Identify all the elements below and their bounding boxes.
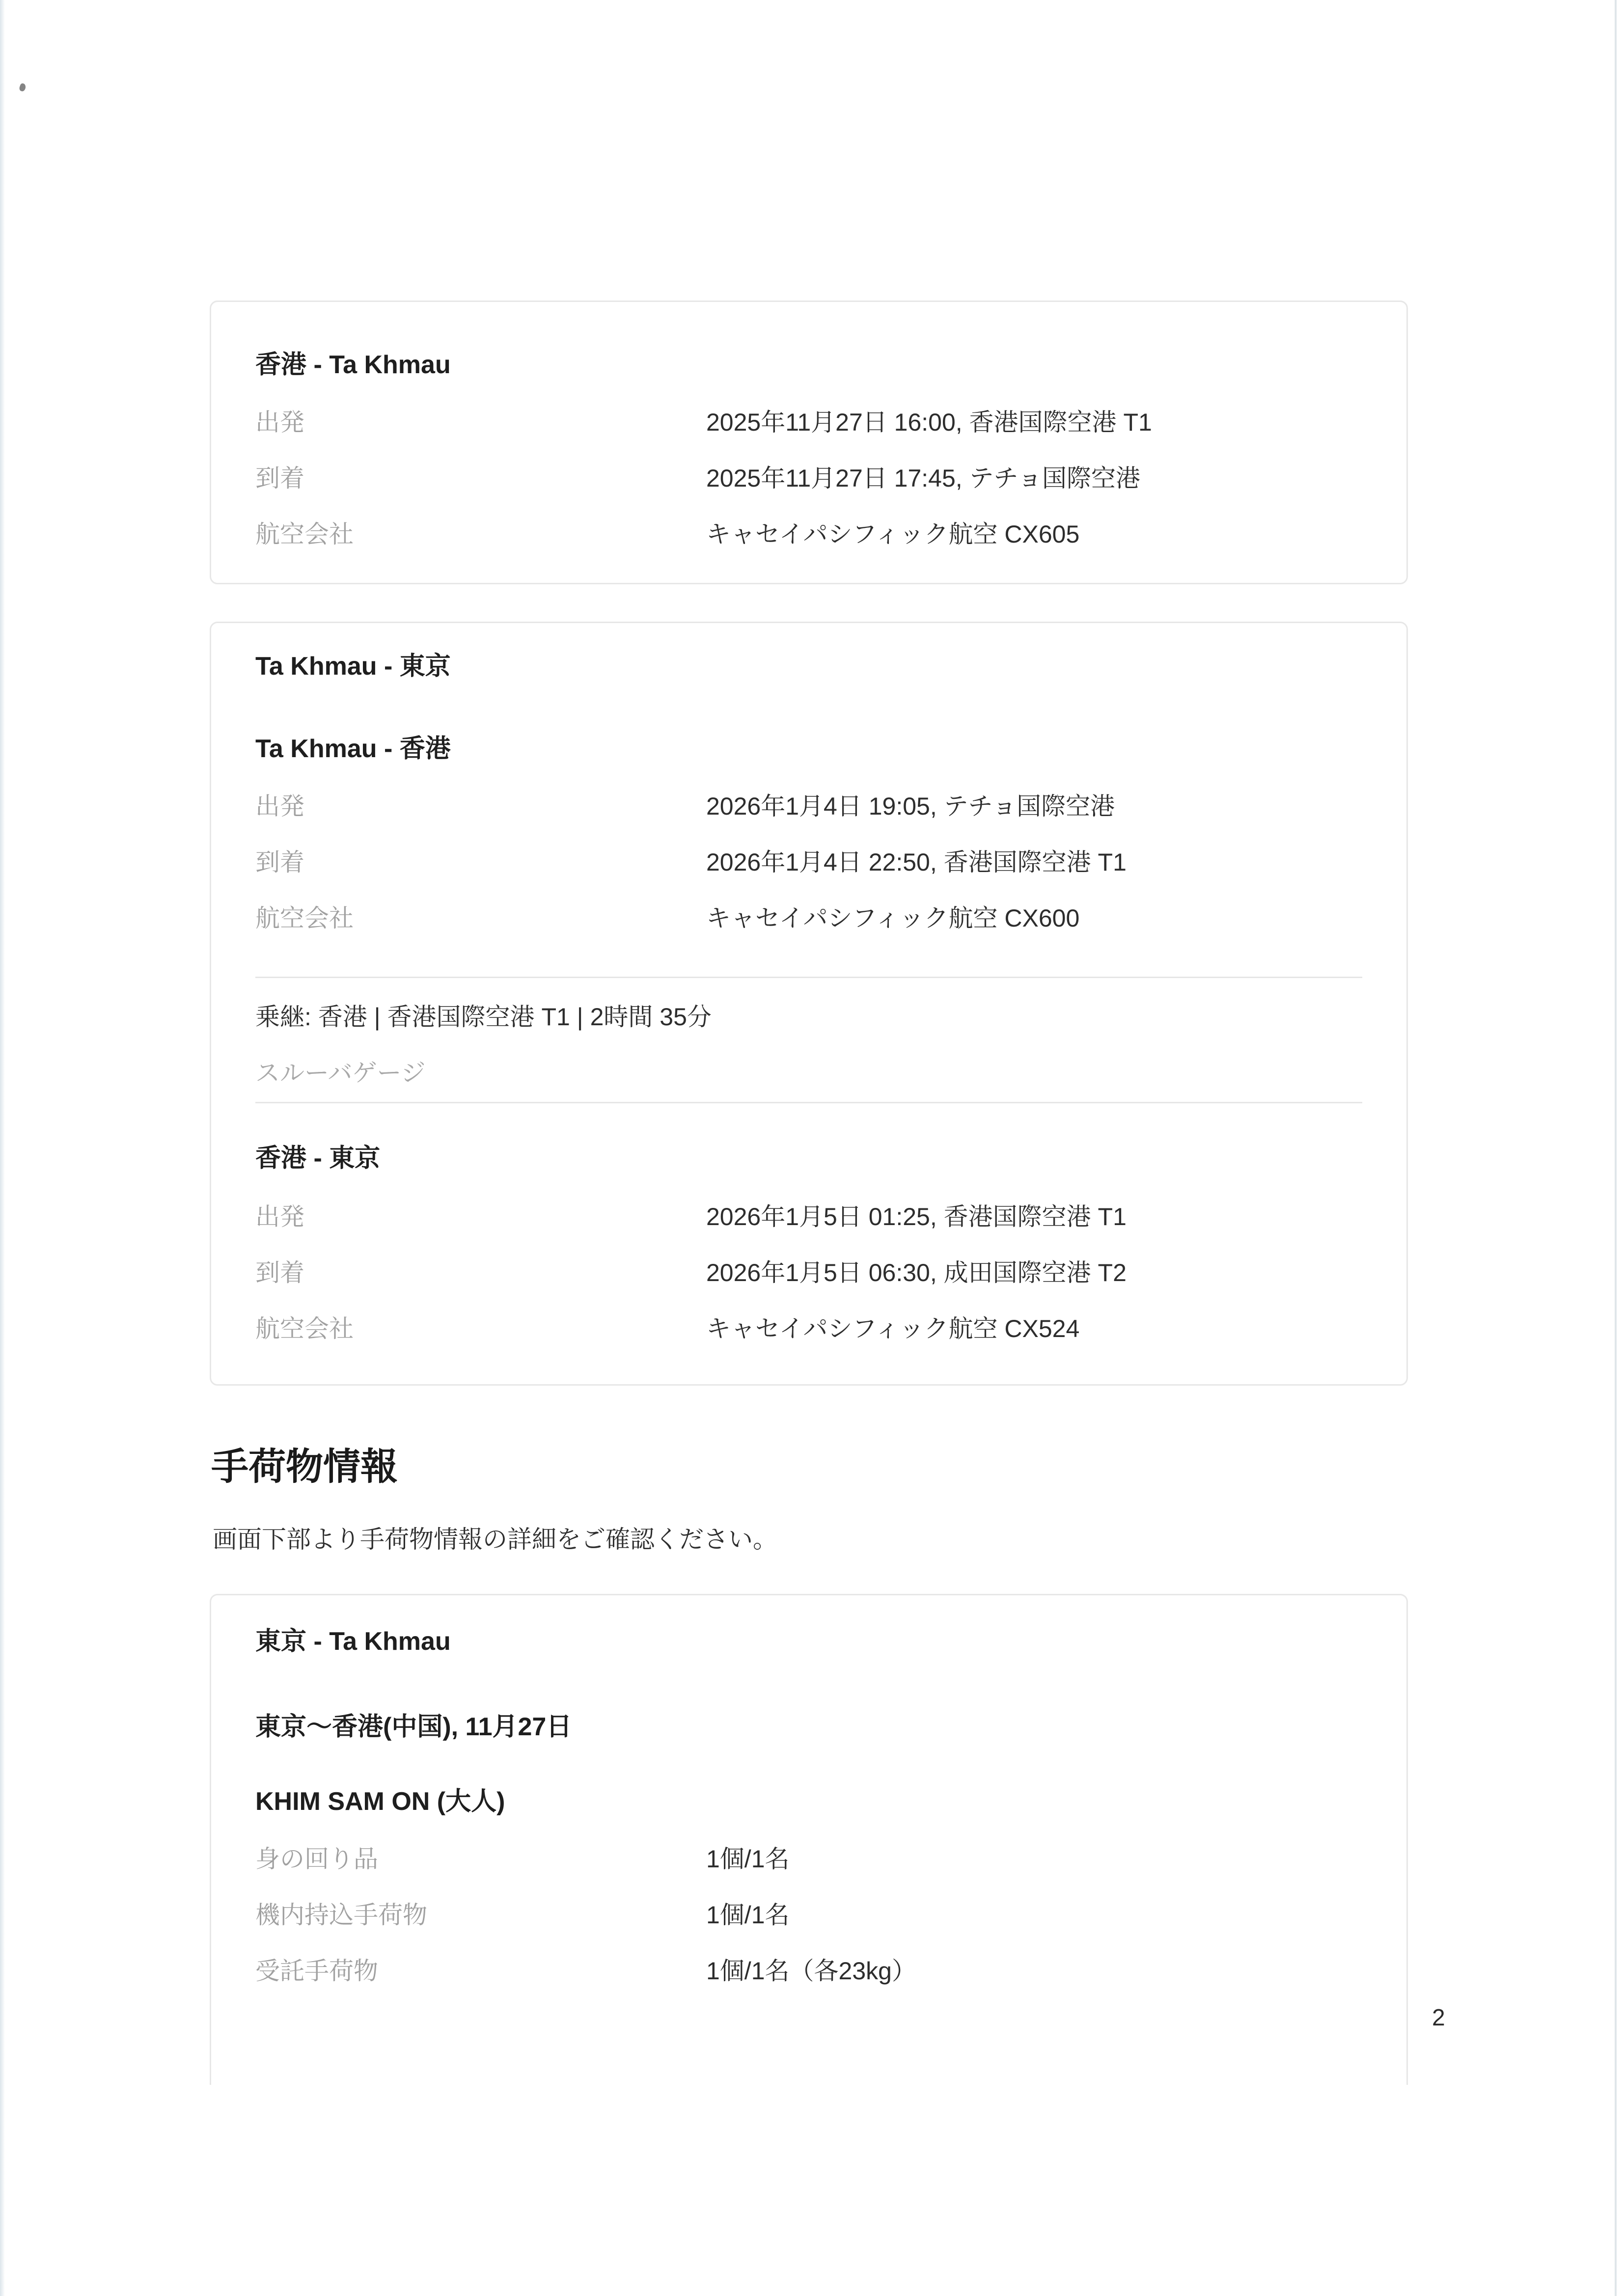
arrival-value: 2026年1月5日 06:30, 成田国際空港 T2 <box>706 1259 1127 1286</box>
arrival-label: 到着 <box>255 848 304 876</box>
baggage-card-title: 東京 - Ta Khmau <box>255 1627 451 1656</box>
segment-title-takhmau-hongkong: Ta Khmau - 香港 <box>255 735 451 763</box>
flight-card-hongkong-takhmau <box>210 301 1408 584</box>
airline-row <box>255 904 1362 932</box>
airline-row <box>255 520 1362 548</box>
scan-left-edge-artifact <box>0 0 5 2296</box>
segment-divider <box>255 1102 1362 1103</box>
arrival-value: 2025年11月27日 17:45, テチョ国際空港 <box>706 465 1141 492</box>
airline-label: 航空会社 <box>255 1315 354 1342</box>
departure-label: 出発 <box>255 409 304 436</box>
airline-value: キャセイパシフィック航空 CX524 <box>706 1315 1080 1342</box>
personal-item-row <box>255 1845 1362 1873</box>
passenger-name: KHIM SAM ON (大人) <box>255 1787 505 1816</box>
scan-speck-artifact <box>19 83 27 92</box>
page-number: 2 <box>1432 2005 1445 2031</box>
transfer-info: 乗継: 香港 | 香港国際空港 T1 | 2時間 35分 <box>255 1003 712 1031</box>
airline-row <box>255 1314 1362 1343</box>
baggage-section-description: 画面下部より手荷物情報の詳細をご確認ください。 <box>213 1526 777 1553</box>
baggage-segment-title: 東京〜香港(中国), 11月27日 <box>255 1713 572 1741</box>
baggage-section-heading: 手荷物情報 <box>211 1446 398 1488</box>
arrival-label: 到着 <box>255 465 304 492</box>
carryon-baggage-value: 1個/1名 <box>706 1901 790 1929</box>
arrival-row <box>255 464 1362 492</box>
flight-card-title: 香港 - Ta Khmau <box>255 351 451 379</box>
flight-card-takhmau-tokyo <box>210 622 1408 1386</box>
checked-baggage-label: 受託手荷物 <box>255 1957 378 1985</box>
baggage-card-tokyo-takhmau <box>210 1594 1408 2085</box>
airline-value: キャセイパシフィック航空 CX600 <box>706 904 1080 932</box>
checked-baggage-row <box>255 1957 1362 1985</box>
arrival-row <box>255 848 1362 876</box>
arrival-value: 2026年1月4日 22:50, 香港国際空港 T1 <box>706 848 1127 876</box>
arrival-row <box>255 1258 1362 1287</box>
through-baggage-note: スルーバゲージ <box>255 1059 426 1087</box>
carryon-baggage-row <box>255 1901 1362 1929</box>
segment-title-hongkong-tokyo: 香港 - 東京 <box>255 1144 381 1173</box>
departure-label: 出発 <box>255 1203 304 1230</box>
departure-value: 2025年11月27日 16:00, 香港国際空港 T1 <box>706 409 1152 436</box>
checked-baggage-value: 1個/1名（各23kg） <box>706 1957 916 1985</box>
departure-value: 2026年1月4日 19:05, テチョ国際空港 <box>706 793 1115 820</box>
arrival-label: 到着 <box>255 1259 304 1286</box>
airline-label: 航空会社 <box>255 520 354 548</box>
flight-card-title: Ta Khmau - 東京 <box>255 652 451 681</box>
departure-row <box>255 408 1362 437</box>
airline-label: 航空会社 <box>255 904 354 932</box>
departure-row <box>255 792 1362 820</box>
personal-item-value: 1個/1名 <box>706 1845 790 1873</box>
departure-row <box>255 1203 1362 1231</box>
segment-divider <box>255 977 1362 978</box>
airline-value: キャセイパシフィック航空 CX605 <box>706 520 1080 548</box>
departure-value: 2026年1月5日 01:25, 香港国際空港 T1 <box>706 1203 1127 1230</box>
carryon-baggage-label: 機内持込手荷物 <box>255 1901 427 1929</box>
scan-right-edge-artifact <box>1615 0 1617 2296</box>
departure-label: 出発 <box>255 793 304 820</box>
personal-item-label: 身の回り品 <box>255 1845 378 1873</box>
